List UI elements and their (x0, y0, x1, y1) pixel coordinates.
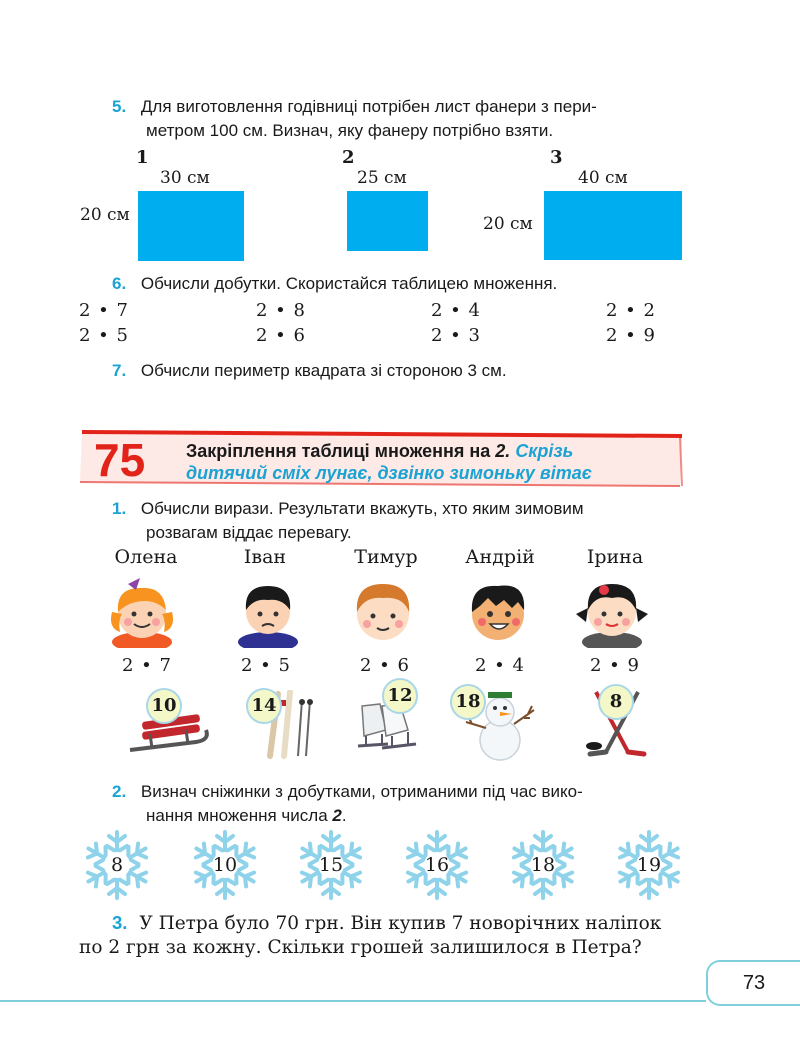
task2-line2-end: . (341, 806, 347, 825)
expr-r1-3: 2 • 4 (431, 300, 481, 321)
task1-number: 1. (112, 499, 127, 518)
lesson-title-number: 2. (495, 441, 516, 461)
task2-line2-text: нання множення числа (146, 806, 333, 825)
girl-face-icon (106, 576, 178, 648)
task5-line1: Для виготовлення годівниці потрібен лист фанери з пери- (140, 97, 597, 116)
figure2-top-dim: 25 см (357, 168, 407, 188)
lesson-title (186, 440, 573, 462)
snowflake-value: 8 (110, 854, 124, 876)
expr-r1-2: 2 • 8 (256, 300, 306, 321)
task3-text (112, 912, 661, 934)
snowflake-value: 18 (530, 854, 556, 876)
snowflake-value: 10 (212, 854, 238, 876)
kid-name-iryna: Ірина (586, 546, 644, 568)
task1-text (112, 497, 584, 521)
task7-number: 7. (112, 361, 127, 380)
task2-line2 (146, 804, 347, 828)
snowflake-value: 15 (318, 854, 344, 876)
snowflake[interactable] (506, 828, 580, 902)
plywood-rect-3 (544, 191, 682, 260)
figure1-side-dim: 20 см (80, 205, 130, 225)
task3-number: 3. (112, 912, 128, 933)
plywood-rect-2 (347, 191, 428, 251)
kid-expr-iryna: 2 • 9 (590, 655, 640, 676)
expr-r2-2: 2 • 6 (256, 325, 306, 346)
plywood-rect-1 (138, 191, 244, 261)
task5-line2: метром 100 см. Визнач, яку фанеру потрібно взяти. (146, 121, 554, 140)
sled-value-badge: 10 (146, 688, 182, 724)
task6-text (112, 272, 557, 296)
task2-number: 2. (112, 782, 127, 801)
kid-name-andrii: Андрій (465, 546, 535, 568)
figure3-top-dim: 40 см (578, 168, 628, 188)
girl-face-icon (574, 576, 650, 648)
hockey-value-badge: 8 (598, 684, 634, 720)
task7-instruction: Обчисли периметр квадрата зі стороною 3 см. (140, 361, 507, 380)
task1-line1: Обчисли вирази. Результати вкажуть, хто яким зимовим (140, 499, 584, 518)
footer-line (0, 1000, 706, 1002)
expr-r2-3: 2 • 3 (431, 325, 481, 346)
task6-number: 6. (112, 274, 127, 293)
snowflake[interactable] (400, 828, 474, 902)
boy-face-icon (232, 576, 304, 648)
task3-line2: по 2 грн за кожну. Скільки грошей залишилося в Петра? (79, 937, 642, 958)
boy-face-icon (347, 576, 419, 648)
figure1-top-dim: 30 см (160, 168, 210, 188)
kid-name-tymur: Тимур (354, 546, 418, 568)
task6-instruction: Обчисли добутки. Скористайся таблицею множення. (140, 274, 558, 293)
snowflake[interactable] (80, 828, 154, 902)
figure3-side-dim: 20 см (483, 214, 533, 234)
expr-r2-1: 2 • 5 (79, 325, 129, 346)
kid-name-ivan: Іван (243, 546, 287, 568)
task7-text (112, 359, 507, 383)
kid-expr-ivan: 2 • 5 (241, 655, 291, 676)
kid-name-olena: Олена (114, 546, 178, 568)
lesson-subtitle: дитячий сміх лунає, дзвінко зимоньку вітає (186, 463, 592, 483)
snowflake[interactable] (188, 828, 262, 902)
task2-text (112, 780, 583, 804)
snowman-value-badge: 18 (450, 684, 486, 720)
lesson-number: 75 (94, 434, 146, 486)
task2-line1: Визнач сніжинки з добутками, отриманими під час вико- (140, 782, 583, 801)
expr-r1-4: 2 • 2 (606, 300, 656, 321)
snowflake-value: 19 (636, 854, 662, 876)
snowflake[interactable] (612, 828, 686, 902)
kid-expr-andrii: 2 • 4 (475, 655, 525, 676)
figure3-label: 3 (550, 147, 563, 168)
kid-expr-tymur: 2 • 6 (360, 655, 410, 676)
boy-face-icon (462, 576, 534, 648)
lesson-title-accent: Скрізь (515, 441, 574, 461)
kid-expr-olena: 2 • 7 (122, 655, 172, 676)
task3-line1: У Петра було 70 грн. Він купив 7 новорічних наліпок (139, 913, 662, 934)
task5-number: 5. (112, 97, 127, 116)
page-number: 73 (706, 960, 800, 1006)
snowflake-value: 16 (424, 854, 450, 876)
skates-value-badge: 12 (382, 678, 418, 714)
lesson-banner (78, 430, 684, 488)
task5-text (112, 95, 692, 119)
snowflake[interactable] (294, 828, 368, 902)
task1-line2: розвагам віддає перевагу. (146, 523, 352, 542)
figure2-label: 2 (342, 147, 355, 168)
expr-r1-1: 2 • 7 (79, 300, 129, 321)
task2-line2-number: 2 (332, 806, 342, 825)
lesson-title-main: Закріплення таблиці множення на (186, 441, 496, 461)
skis-value-badge: 14 (246, 688, 282, 724)
expr-r2-4: 2 • 9 (606, 325, 656, 346)
figure1-label: 1 (136, 147, 149, 168)
